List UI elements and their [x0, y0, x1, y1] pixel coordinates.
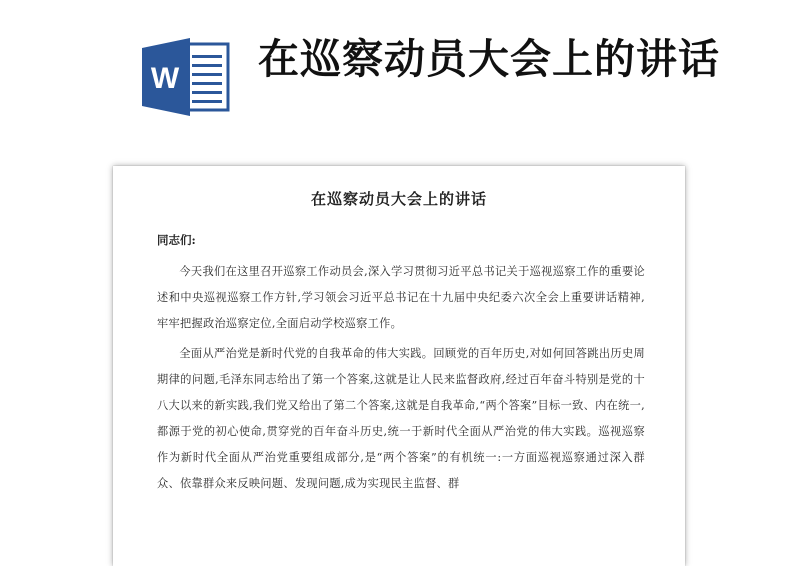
document-title: 在巡察动员大会上的讲话 — [310, 190, 487, 208]
word-document-icon — [140, 38, 230, 116]
header — [0, 0, 800, 160]
document-paragraph: 今天我们在这里召开巡察工作动员会,深入学习贯彻习近平总书记关于巡视巡察工作的重要论述和中央巡视巡察工作方针,学习领会习近平总书记在十九届中央纪委六次全会上重要讲话精神,牢牢把握政治巡察定位,全面启动学校巡察工作。 — [157, 265, 645, 330]
word-icon-letter: W — [150, 62, 180, 95]
document-page — [113, 166, 685, 566]
page-title: 在巡察动员大会上的讲话 — [258, 35, 720, 83]
document-paragraph: 全面从严治党是新时代党的自我革命的伟大实践。回顾党的百年历史,对如何回答跳出历史周期律的问题,毛泽东同志给出了第一个答案,这就是让人民来监督政府,经过百年奋斗特别是党的十八大以来的新实践,我们党又给出了第二个答案,这就是自我革命,“两个答案”目标一致、内在统一,都源于党的初心使命,贯穿党的百年奋斗历史,统一于新时代全面从严治党的伟大实践。巡视巡察作为新时代全面从严治党重要组成部分,是“两个答案”的有机统一:一方面巡视巡察通过深入群众、依靠群众来反映问题、发现问题,成为实现民主监督、群 — [157, 347, 645, 490]
document-body — [157, 259, 645, 501]
document-salutation: 同志们: — [157, 233, 196, 247]
